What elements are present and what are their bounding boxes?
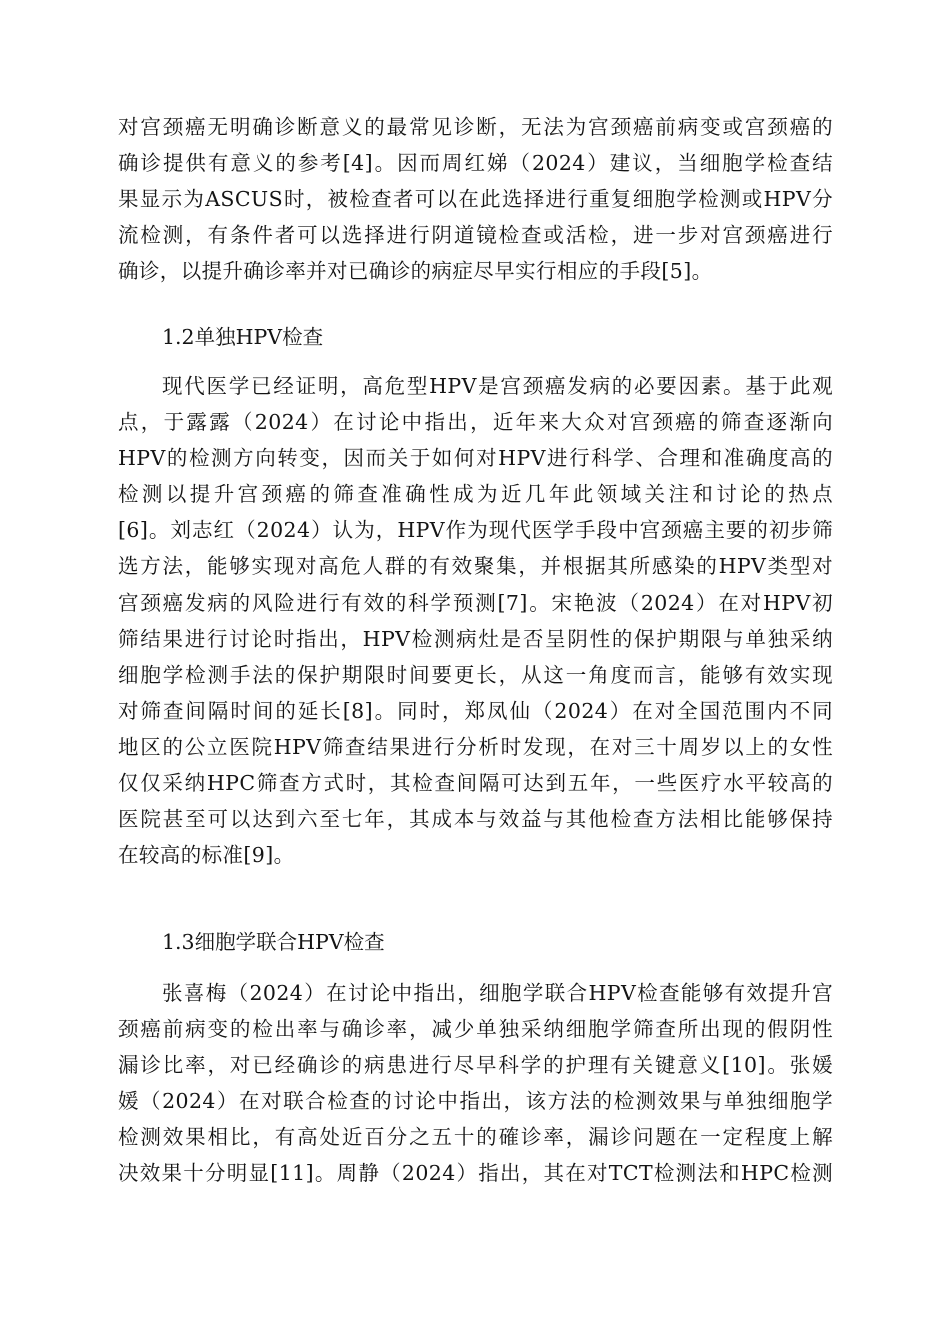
- paragraph-2-line: 细胞学检测手法的保护期限时间要更长，从这一角度而言，能够有效实现: [118, 662, 833, 687]
- paragraph-2-line: 点，于露露（2024）在讨论中指出，近年来大众对宫颈癌的筛查逐渐向: [118, 410, 833, 435]
- paragraph-3: [118, 975, 833, 1192]
- paragraph-2-line: HPV的检测方向转变，因而关于如何对HPV进行科学、合理和准确度高的: [118, 446, 833, 471]
- paragraph-2-line: 对筛查间隔时间的延长[8]。同时，郑凤仙（2024）在对全国范围内不同: [118, 698, 833, 723]
- paragraph-3-line: 检测效果相比，有高处近百分之五十的確诊率，漏诊问题在一定程度上解: [118, 1125, 833, 1150]
- paragraph-2-line: 在较高的标准[9]。: [118, 843, 295, 868]
- paragraph-1-line: 流检测，有条件者可以选择进行阴道镜检查或活检，进一步对宫颈癌进行: [118, 223, 833, 248]
- paragraph-3-line: 颈癌前病变的检出率与确诊率，减少单独采纳细胞学筛查所出现的假阴性: [118, 1017, 833, 1042]
- paragraph-2-line: 筛结果进行讨论时指出，HPV检测病灶是否呈阴性的保护期限与单独采纳: [118, 626, 833, 651]
- paragraph-2-line: 仅仅采纳HPC筛查方式时，其检查间隔可达到五年，一些医疗水平较高的: [118, 771, 833, 796]
- paragraph-3-line: 媛（2024）在对联合检查的讨论中指出，该方法的检测效果与单独细胞学: [118, 1089, 833, 1114]
- paragraph-2-line: 宫颈癌发病的风险进行有效的科学预测[7]。宋艳波（2024）在对HPV初: [118, 590, 833, 615]
- paragraph-2-line: 选方法，能够实现对高危人群的有效聚集，并根据其所感染的HPV类型对: [118, 554, 833, 579]
- paragraph-3-line: 漏诊比率，对已经确诊的病患进行尽早科学的护理有关键意义[10]。张媛: [118, 1053, 833, 1078]
- paragraph-3-line: 张喜梅（2024）在讨论中指出，细胞学联合HPV检查能够有效提升宫: [162, 981, 833, 1005]
- paragraph-2-line: 医院甚至可以达到六至七年，其成本与效益与其他检查方法相比能够保持: [118, 807, 833, 832]
- paragraph-2: [118, 368, 833, 873]
- paragraph-2-line: [6]。刘志红（2024）认为，HPV作为现代医学手段中宫颈癌主要的初步筛: [118, 518, 833, 543]
- paragraph-2-line: 现代医学已经证明，高危型HPV是宫颈癌发病的必要因素。基于此观: [162, 374, 833, 398]
- paragraph-2-line: 地区的公立医院HPV筛查结果进行分析时发现，在对三十周岁以上的女性: [118, 734, 833, 759]
- paragraph-1-line: 果显示为ASCUS时，被检查者可以在此选择进行重复细胞学检测或HPV分: [118, 187, 833, 212]
- paragraph-1-line: 确诊，以提升确诊率并对已确诊的病症尽早实行相应的手段[5]。: [118, 259, 713, 284]
- paragraph-1: [118, 109, 833, 289]
- paragraph-1-line: 确诊提供有意义的参考[4]。因而周红娣（2024）建议，当细胞学检查结: [118, 151, 833, 176]
- paragraph-2-line: 检测以提升宫颈癌的筛查准确性成为近几年此领域关注和讨论的热点: [118, 482, 833, 507]
- paragraph-3-line: 决效果十分明显[11]。周静（2024）指出，其在对TCT检测法和HPC检测: [118, 1161, 833, 1186]
- section-heading-1-2: 1.2单独HPV检查: [162, 325, 324, 349]
- section-heading-1-3: 1.3细胞学联合HPV检查: [162, 930, 385, 954]
- paragraph-1-line: 对宫颈癌无明确诊断意义的最常见诊断，无法为宫颈癌前病变或宫颈癌的: [118, 115, 833, 139]
